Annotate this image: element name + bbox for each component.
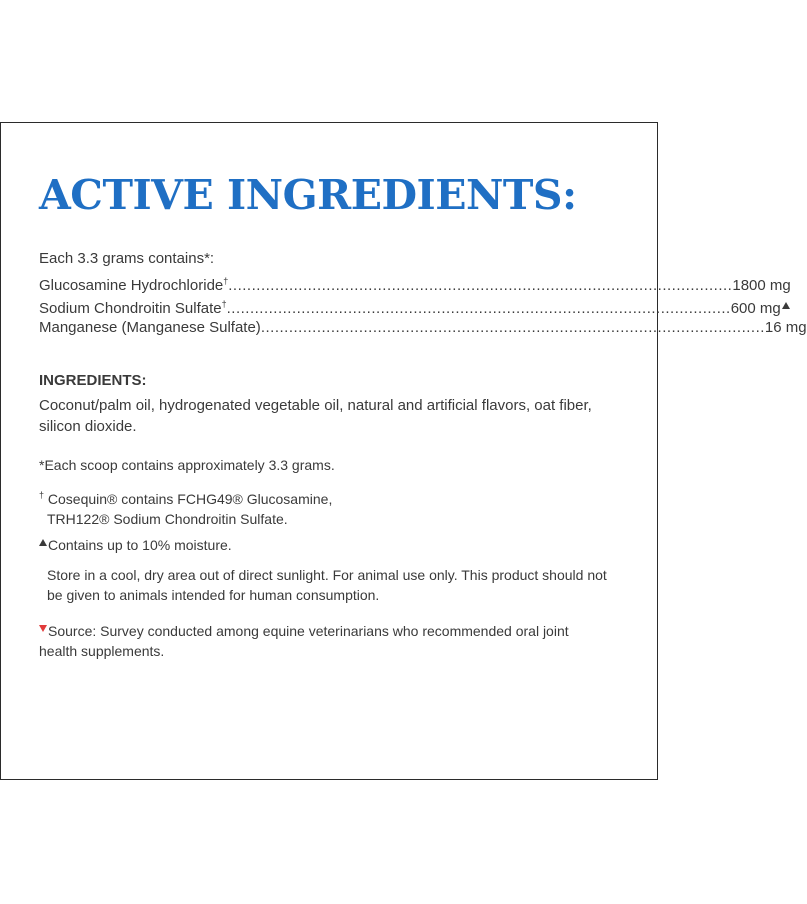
storage-note: Store in a cool, dry area out of direct sunlight. For animal use only. This product should not be given to animals intended for human consumption. — [47, 567, 607, 603]
active-ingredient-amount: 1800 mg — [732, 277, 791, 294]
active-ingredient-amount: 600 mg — [731, 297, 790, 320]
source-note: Source: Survey conducted among equine veterinarians who recommended oral joint health supplements. — [39, 623, 569, 659]
triangle-up-icon — [39, 539, 47, 546]
ingredients-list: Coconut/palm oil, hydrogenated vegetable oil, natural and artificial flavors, oat fiber, silicon dioxide. — [39, 397, 592, 435]
dagger-mark: † — [223, 276, 229, 286]
active-ingredient-row — [39, 316, 807, 339]
dagger-mark: † — [39, 490, 45, 500]
ingredients-heading: INGREDIENTS: — [39, 372, 147, 389]
active-ingredient-name: Manganese (Manganese Sulfate) — [39, 319, 261, 336]
leader-dots: ............................................................................................................ — [226, 300, 731, 317]
leader-dots: ............................................................................................................ — [228, 277, 733, 294]
leader-dots: ............................................................................................................ — [260, 319, 765, 336]
serving-statement: Each 3.3 grams contains*: — [39, 250, 215, 267]
triangle-down-icon — [39, 625, 47, 632]
dagger-mark: † — [221, 299, 227, 309]
cosequin-note: † Cosequin® contains FCHG49® Glucosamine, TRH122® Sodium Chondroitin Sulfate. — [39, 490, 333, 527]
active-ingredient-name: Sodium Chondroitin Sulfate† — [39, 299, 227, 317]
active-ingredient-amount: 16 mg — [764, 319, 807, 336]
active-ingredient-name: Glucosamine Hydrochloride† — [39, 276, 229, 294]
scoop-note: *Each scoop contains approximately 3.3 grams. — [39, 457, 335, 473]
page-title: ACTIVE INGREDIENTS: — [39, 171, 577, 219]
ingredients-panel — [0, 122, 807, 780]
triangle-up-icon — [782, 302, 790, 309]
moisture-note: Contains up to 10% moisture. — [39, 535, 609, 555]
